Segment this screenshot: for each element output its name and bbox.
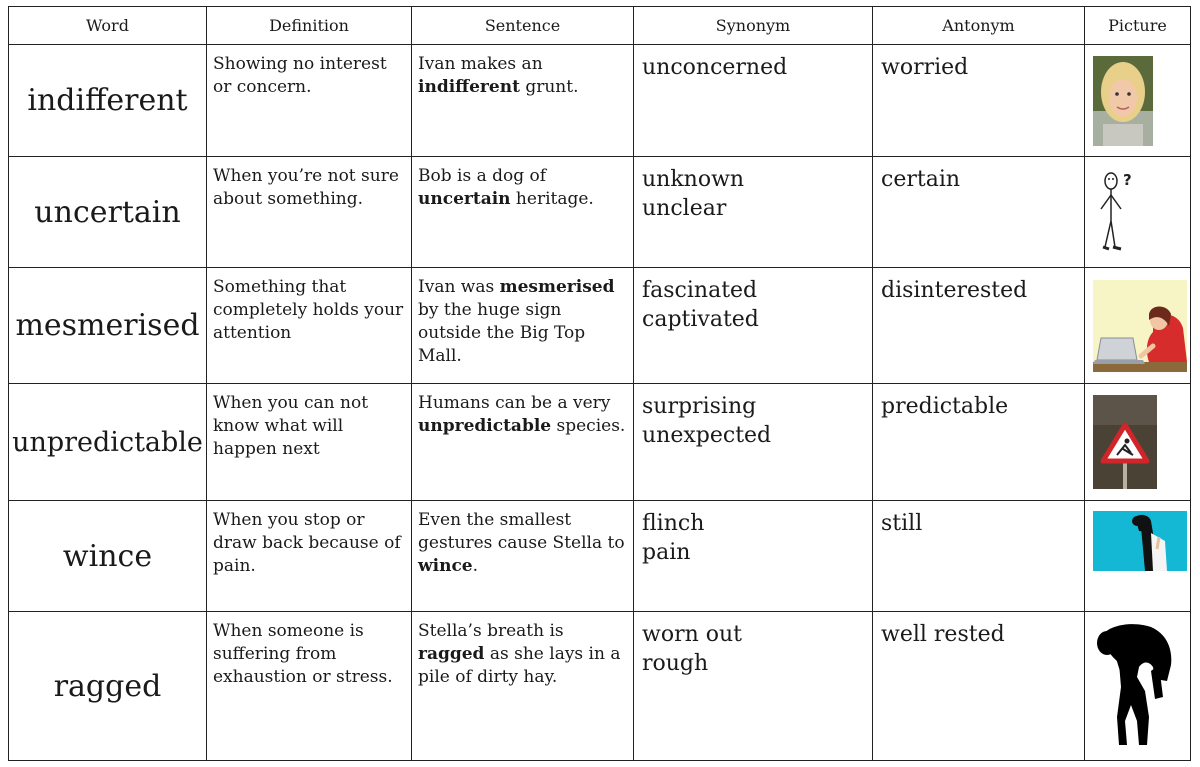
synonym-cell: flinch pain [634, 501, 873, 612]
table-row [9, 268, 1191, 384]
synonym-cell: unknown unclear [634, 157, 873, 268]
picture-cell [1085, 268, 1191, 384]
definition-cell: When someone is suffering from exhaustion or stress. [207, 612, 412, 761]
antonym-cell: predictable [873, 384, 1085, 501]
synonym-cell: unconcerned [634, 45, 873, 157]
table-row [9, 384, 1191, 501]
definition-cell: When you’re not sure about something. [207, 157, 412, 268]
header-row [9, 7, 1191, 45]
table-row [9, 612, 1191, 761]
woman-at-laptop-clipart [1093, 280, 1187, 372]
header-antonym: Antonym [873, 7, 1085, 45]
sentence-keyword: uncertain [418, 189, 511, 209]
table-row [9, 157, 1191, 268]
table-row [9, 45, 1191, 157]
antonym-cell: certain [873, 157, 1085, 268]
header-definition: Definition [207, 7, 412, 45]
definition-cell: Something that completely holds your attention [207, 268, 412, 384]
header-word: Word [9, 7, 207, 45]
antonym-cell: worried [873, 45, 1085, 157]
picture-cell [1085, 501, 1191, 612]
sentence-keyword: ragged [418, 644, 485, 664]
synonym-cell: surprising unexpected [634, 384, 873, 501]
sentence-cell: Ivan was mesmerised by the huge sign outside the Big Top Mall. [412, 268, 634, 384]
sentence-keyword: unpredictable [418, 416, 552, 436]
picture-cell [1085, 157, 1191, 268]
antonym-cell: disinterested [873, 268, 1085, 384]
definition-cell: Showing no interest or concern. [207, 45, 412, 157]
header-synonym: Synonym [634, 7, 873, 45]
sentence-cell: Stella’s breath is ragged as she lays in a pile of dirty hay. [412, 612, 634, 761]
antonym-cell: well rested [873, 612, 1085, 761]
svg-text:?: ? [1123, 171, 1132, 189]
antonym-cell: still [873, 501, 1085, 612]
synonym-cell: worn out rough [634, 612, 873, 761]
man-back-pain-clipart [1093, 511, 1187, 571]
word-cell: mesmerised [9, 268, 207, 384]
word-cell: indifferent [9, 45, 207, 157]
header-sentence: Sentence [412, 7, 634, 45]
picture-cell [1085, 612, 1191, 761]
definition-cell: When you can not know what will happen next [207, 384, 412, 501]
exhausted-person-silhouette [1093, 621, 1177, 751]
picture-cell [1085, 384, 1191, 501]
warning-sign-photo [1093, 395, 1157, 489]
sentence-cell: Humans can be a very unpredictable species. [412, 384, 634, 501]
word-cell: uncertain [9, 157, 207, 268]
sentence-cell: Bob is a dog of uncertain heritage. [412, 157, 634, 268]
sentence-cell: Even the smallest gestures cause Stella to wince. [412, 501, 634, 612]
header-picture: Picture [1085, 7, 1191, 45]
table-row [9, 501, 1191, 612]
girl-face-photo [1093, 56, 1153, 146]
word-cell: wince [9, 501, 207, 612]
word-cell: ragged [9, 612, 207, 761]
picture-cell [1085, 45, 1191, 157]
sentence-keyword: wince [418, 556, 473, 576]
synonym-cell: fascinated captivated [634, 268, 873, 384]
sentence-keyword: indifferent [418, 77, 520, 97]
sentence-keyword: mesmerised [499, 277, 615, 297]
sentence-cell: Ivan makes an indifferent grunt. [412, 45, 634, 157]
stick-figure-question-icon [1093, 169, 1143, 255]
word-cell: unpredictable [9, 384, 207, 501]
definition-cell: When you stop or draw back because of pain. [207, 501, 412, 612]
vocabulary-table [8, 6, 1191, 761]
